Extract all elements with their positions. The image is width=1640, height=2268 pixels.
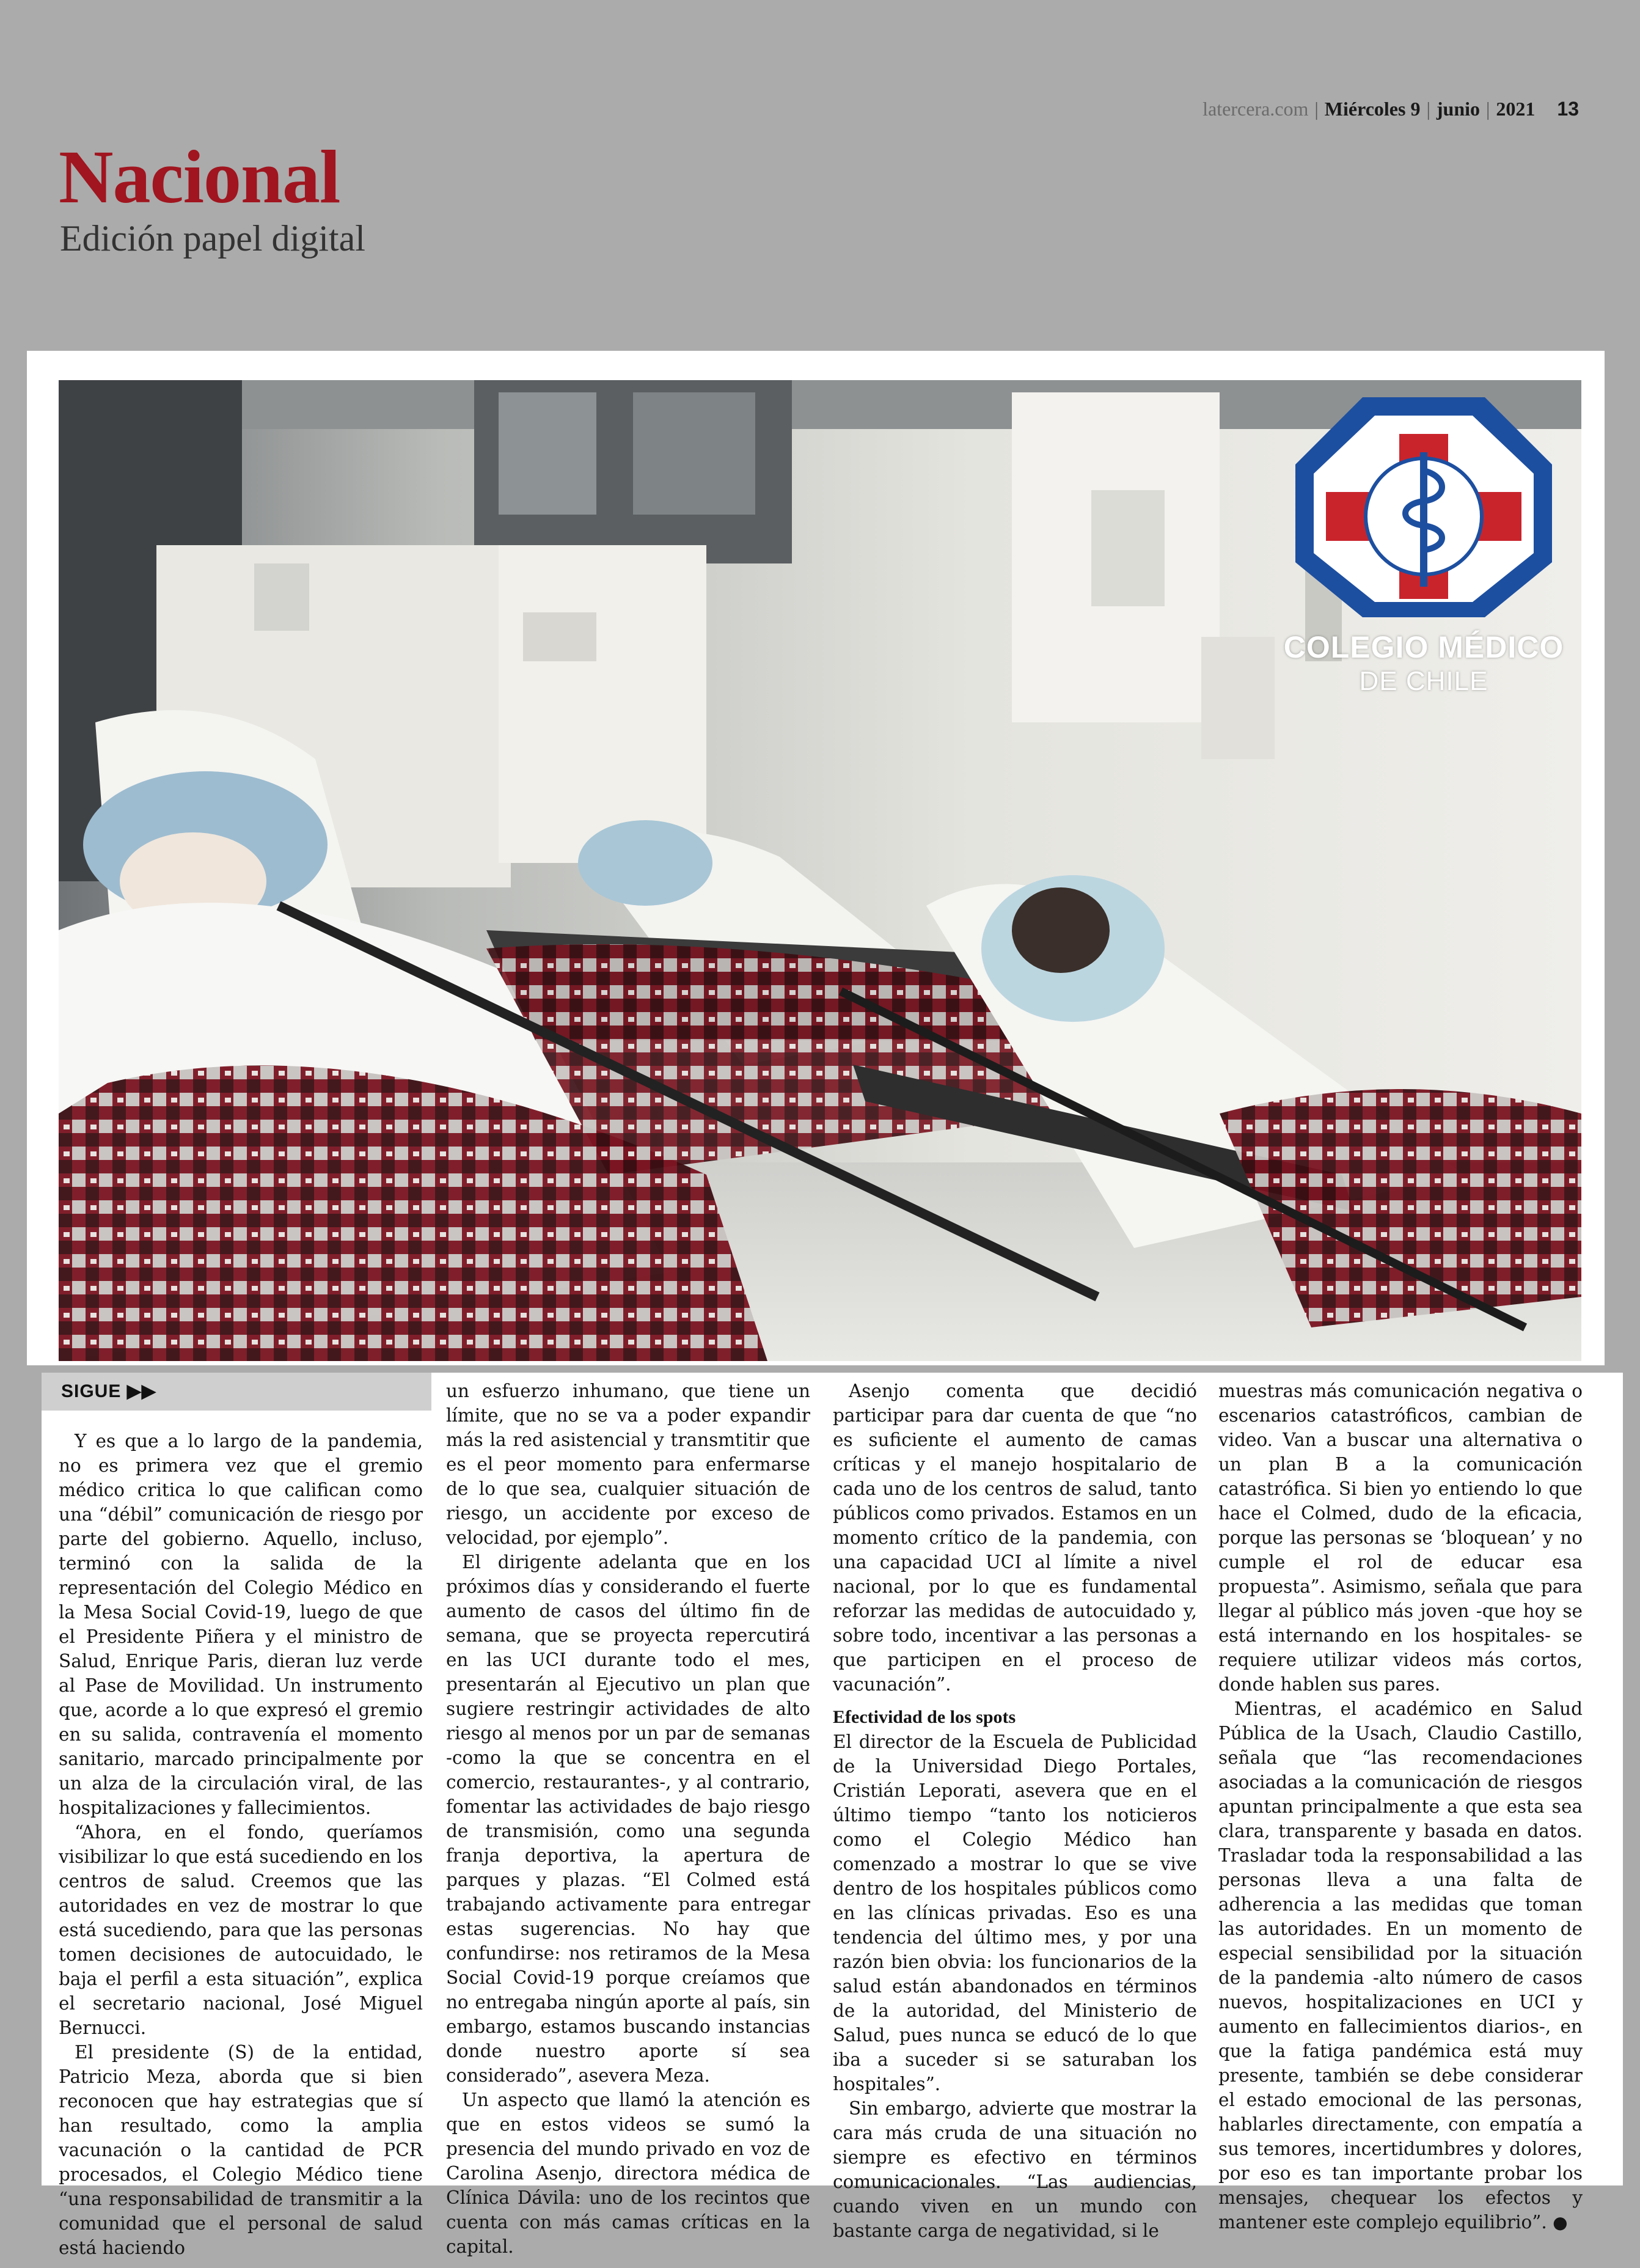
folio-year: 2021: [1496, 98, 1536, 120]
folio-separator: |: [1314, 98, 1319, 120]
colegio-medico-logo: [1283, 391, 1564, 709]
site-name: latercera.com: [1203, 98, 1309, 120]
paragraph: Un aspecto que llamó la atención es que en estos videos se sumó la presencia del mundo privado en voz de Carolina Asenjo, directora médica de Clínica Dávila: uno de los recintos que cuenta con más camas críticas en la capital.: [446, 2090, 810, 2257]
continue-label: SIGUE ▶▶: [61, 1381, 156, 1401]
paragraph: Y es que a lo largo de la pandemia, no es primera vez que el gremio médico critica lo que califican como una “débil” comunicación de riesgo por parte del gobierno. Aquello, incluso, terminó con la salida de la representación del Colegio Médico en la Mesa Social Covid-19, luego de que el Presidente Piñera y el ministro de Salud, Enrique Paris, dieran luz verde al Pase de Movilidad. Un instrumento que, acorde a lo que expresó el gremio en su salida, contravenía el momento sanitario, marcado principalmente por un alza de la circulación viral, de las hospitalizaciones y fallecimientos.: [59, 1431, 423, 1818]
paragraph: El presidente (S) de la entidad, Patricio Meza, aborda que si bien reconocen que hay estrategias que sí han resultado, como la amplia vacunación o la cantidad de PCR procesados, el Colegio Médico tiene “una responsabilidad de transmitir a la comunidad que el personal de salud está haciendo: [59, 2042, 423, 2258]
article-column-1: [59, 1429, 423, 2260]
paragraph: El dirigente adelanta que en los próximos días y considerando el fuerte aumento de casos del último fin de semana, que se proyecta repercutirá en las UCI durante todo el mes, presentarán al Ejecutivo un plan que sugiere restringir actividades de alto riesgo al menos por un par de semanas -como la que se concentra en el comercio, restaurantes-, y al contrario, fomentar las actividades de bajo riesgo de transmisión, como una segunda franja deportiva, la apertura de parques y plazas. “El Colmed está trabajando activamente para entregar estas sugerencias. No hay que confundirse: nos retiramos de la Mesa Social Covid-19 porque creíamos que no entregaba ningún aporte al país, sin embargo, estamos buscando instancias donde nuestro aporte sí sea considerado”, asevera Meza.: [446, 1552, 810, 2086]
article-column-3: [833, 1379, 1197, 2243]
paragraph: Sin embargo, advierte que mostrar la cara más cruda de una situación no siempre es efectivo en términos comunicacionales. “Las audiencias, cuando viven en un mundo con bastante carga de negatividad, si le: [833, 2098, 1197, 2241]
paragraph: “Ahora, en el fondo, queríamos visibilizar lo que está sucediendo en los centros de salud. Creemos que las autoridades en vez de mostrar lo que está sucediendo, para que las personas tomen decisiones de autocuidado, le baja el perfil a esta situación”, explica el secretario nacional, José Miguel Bernucci.: [59, 1822, 423, 2038]
paragraph-text: Mientras, el académico en Salud Pública de la Usach, Claudio Castillo, señala que “las recomendaciones asociadas a la comunicación de riesgos apuntan principalmente a que esta sea clara, transparente y basada en datos. Trasladar toda la responsabilidad a las personas lleva a una falta de adherencia a las medidas que toman las autoridades. En un momento de especial sensibilidad por la situación de la pandemia -alto número de casos nuevos, hospitalizaciones en UCI y aumento en fallecimientos diarios-, en que la fatiga pandémica está muy presente, también se debe considerar el estado emocional de las personas, hablarles directamente, con empatía a sus temores, incertidumbres y dolores, por eso es tan importante probar los mensajes, chequear los efectos y mantener este complejo equilibrio”.: [1218, 1698, 1583, 2233]
article-column-4: [1218, 1379, 1583, 2235]
article-column-2: [446, 1379, 810, 2259]
page-folio: [1203, 98, 1579, 120]
paragraph: muestras más comunicación negativa o escenarios catastróficos, cambian de video. Van a buscar una alternativa o un plan B a la comunicación catastrófica. Si bien yo entiendo lo que hace el Colmed, dudo de la eficacia, porque las personas se ‘bloquean’ y no cumple el rol de educar esa propuesta”. Asimismo, señala que para llegar al público más joven -que hoy se está internando en los hospitales- se requiere utilizar videos más cortos, donde hablen sus pares.: [1218, 1381, 1583, 1695]
folio-separator: |: [1486, 98, 1490, 120]
folio-separator: |: [1426, 98, 1430, 120]
end-mark: ●: [1553, 2212, 1568, 2233]
paragraph: Asenjo comenta que decidió participar para dar cuenta de que “no es suficiente el aumento de camas críticas y el manejo hospitalario de cada uno de los centros de salud, tanto públicos como privados. Estamos en un momento crítico de la pandemia, con una capacidad UCI al límite a nivel nacional, por lo que es fundamental reforzar las medidas de autocuidado y, sobre todo, incentivar a las personas a que participen en el proceso de vacunación”.: [833, 1381, 1197, 1695]
folio-weekday-day: Miércoles 9: [1324, 98, 1421, 120]
colegio-medico-emblem-icon: [1283, 391, 1564, 623]
paragraph: El director de la Escuela de Publicidad de la Universidad Diego Portales, Cristián Leporati, asevera que en el último tiempo “tanto los noticieros como el Colegio Médico han comenzado a mostrar lo que se vive dentro de los hospitales públicos como en las clínicas privadas. Eso es una tendencia del último mes, y por una razón bien obvia: los funcionarios de la salud están abandonados en términos de la autoridad, del Ministerio de Salud, pues nunca se educó de lo que iba a suceder si se saturaban los hospitales”.: [833, 1731, 1197, 2094]
subheading: Efectividad de los spots: [833, 1707, 1016, 1727]
folio-month: junio: [1436, 98, 1480, 120]
section-subtitle: Edición papel digital: [60, 218, 365, 259]
page-number: 13: [1557, 98, 1579, 120]
logo-title: COLEGIO MÉDICO: [1283, 630, 1564, 664]
section-title: Nacional: [59, 135, 340, 219]
paragraph: un esfuerzo inhumano, que tiene un límite, que no se va a poder expandir más la red asistencial y transmtitir que es el peor momento para enfermarse de lo que sea, cualquier situación de riesgo, un accidente por exceso de velocidad, por ejemplo”.: [446, 1381, 810, 1548]
hospital-photo: [59, 380, 1581, 1361]
paragraph: [1218, 1697, 1583, 2235]
logo-subtitle: DE CHILE: [1359, 666, 1488, 696]
